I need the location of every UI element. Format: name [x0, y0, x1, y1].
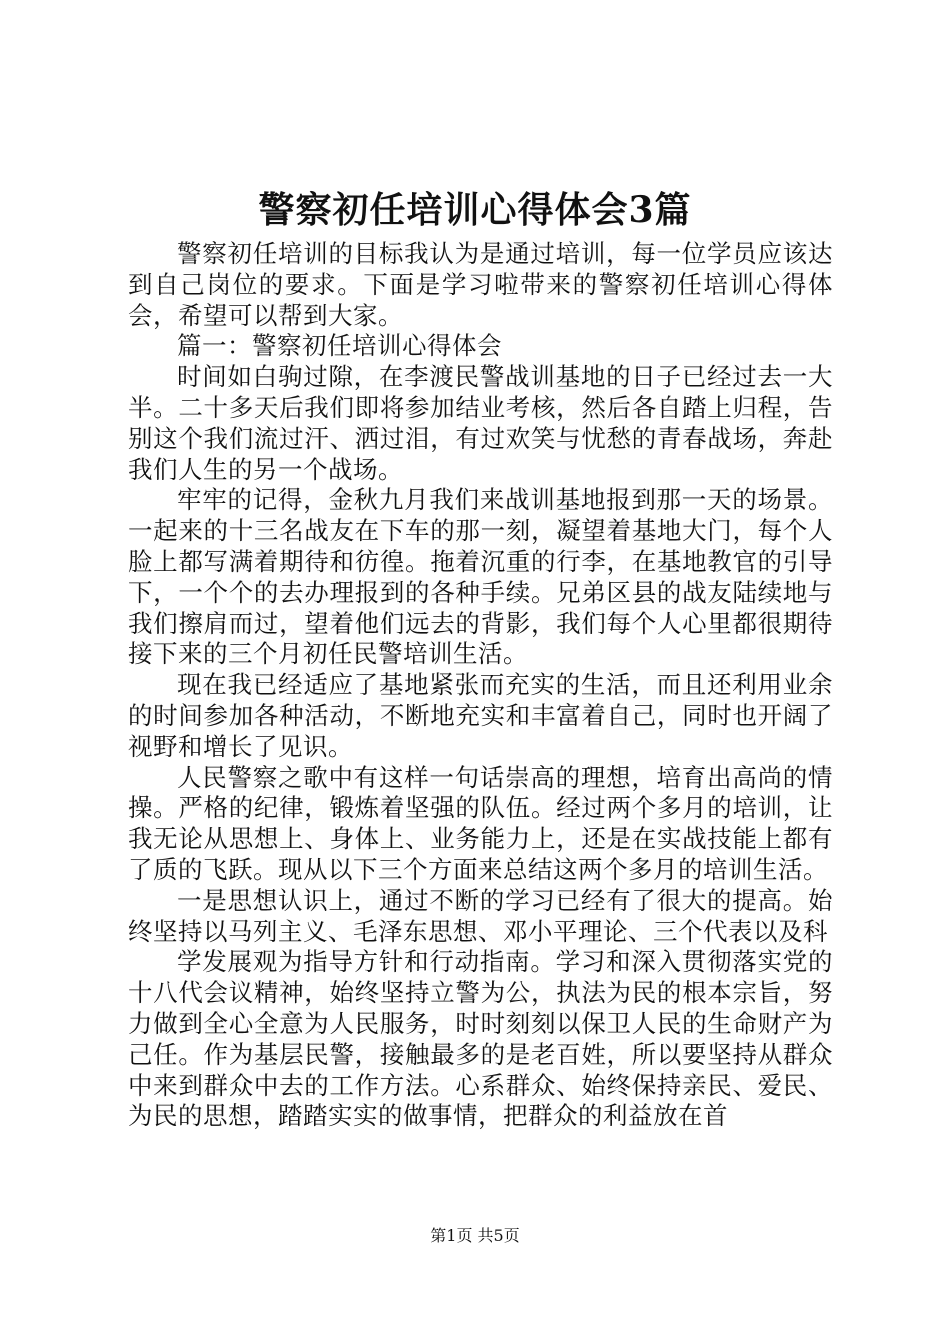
body-paragraph: 学发展观为指导方针和行动指南。学习和深入贯彻落实党的十八代会议精神，始终坚持立警为公，执法为民的根本宗旨，努力做到全心全意为人民服务，时时刻刻以保卫人民的生命财产为己任。作为基层民警，接触最多的是老百姓，所以要坚持从群众中来到群众中去的工作方法。心系群众、始终保持亲民、爱民、为民的思想，踏踏实实的做事情，把群众的利益放在首 — [128, 947, 833, 1131]
page-footer: 第1页 共5页 — [430, 1226, 520, 1245]
body-paragraph: 现在我已经适应了基地紧张而充实的生活，而且还利用业余的时间参加各种活动，不断地充实和丰富着自己，同时也开阔了视野和增长了见识。 — [128, 670, 833, 761]
document-title: 警察初任培训心得体会3篇 — [258, 189, 692, 231]
intro-paragraph: 警察初任培训的目标我认为是通过培训，每一位学员应该达到自己岗位的要求。下面是学习啦带来的警察初任培训心得体会，希望可以帮到大家。 — [128, 239, 833, 330]
body-paragraph: 人民警察之歌中有这样一句话崇高的理想，培育出高尚的情操。严格的纪律，锻炼着坚强的队伍。经过两个多月的培训，让我无论从思想上、身体上、业务能力上，还是在实战技能上都有了质的飞跃。现从以下三个方面来总结这两个多月的培训生活。 — [128, 762, 833, 884]
body-paragraph: 一是思想认识上，通过不断的学习已经有了很大的提高。始终坚持以马列主义、毛泽东思想、邓小平理论、三个代表以及科 — [128, 885, 833, 946]
body-paragraph: 牢牢的记得，金秋九月我们来战训基地报到那一天的场景。一起来的十三名战友在下车的那一刻，凝望着基地大门，每个人脸上都写满着期待和彷徨。拖着沉重的行李，在基地教官的引导下，一个个的去办理报到的各种手续。兄弟区县的战友陆续地与我们擦肩而过，望着他们远去的背影，我们每个人心里都很期待接下来的三个月初任民警培训生活。 — [128, 485, 833, 669]
body-paragraph: 时间如白驹过隙，在李渡民警战训基地的日子已经过去一大半。二十多天后我们即将参加结业考核，然后各自踏上归程，告别这个我们流过汗、洒过泪，有过欢笑与忧愁的青春战场，奔赴我们人生的另一个战场。 — [128, 362, 833, 484]
section-heading: 篇一：警察初任培训心得体会 — [177, 331, 502, 361]
document-body — [128, 239, 833, 1132]
